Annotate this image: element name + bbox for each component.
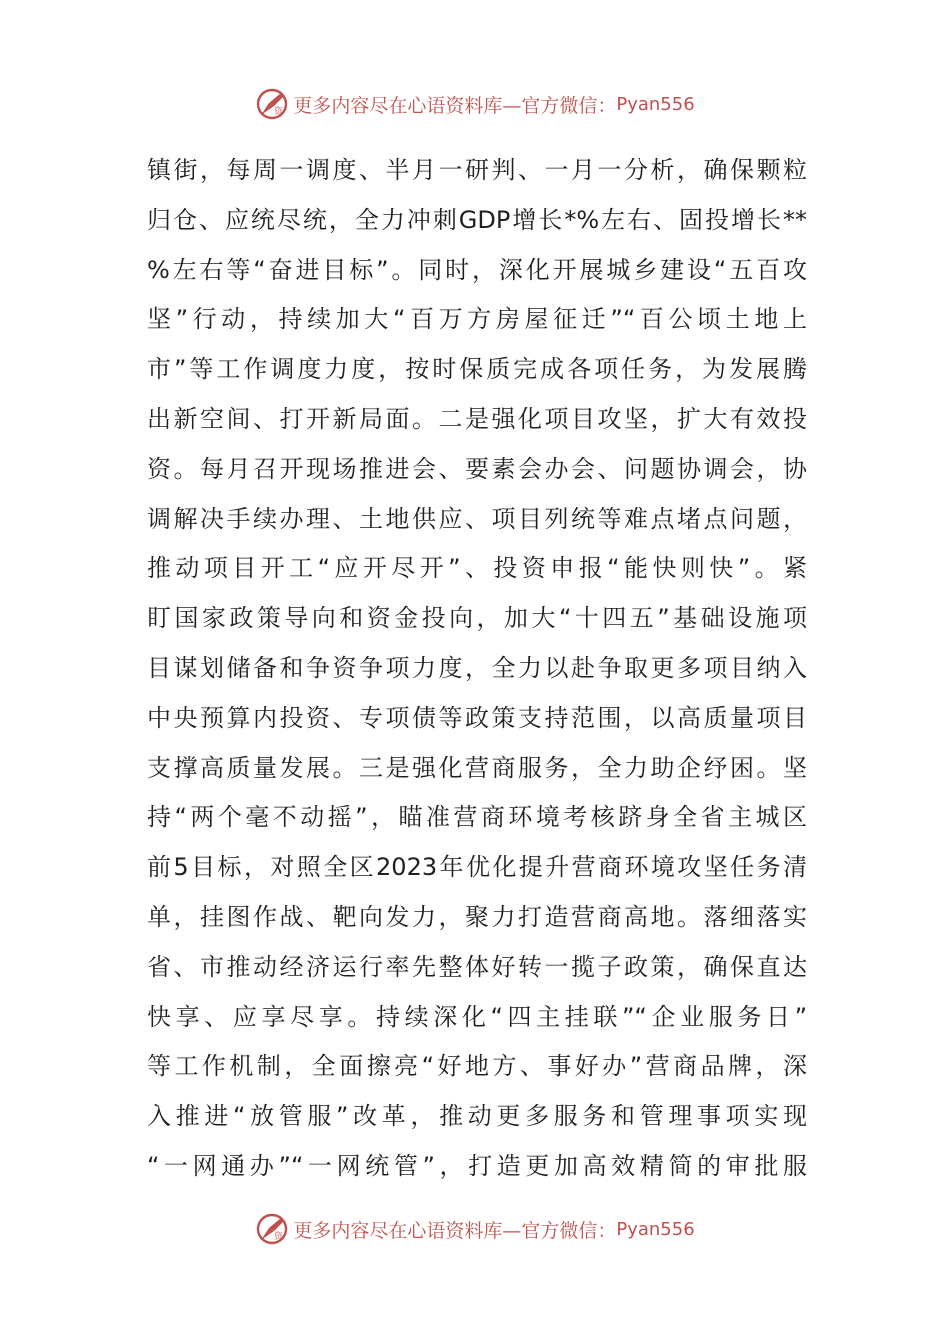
wechat-id: Pyan556 — [616, 93, 695, 115]
text-line: 中央预算内投资、专项债等政策支持范围，以高质量项目 — [147, 703, 807, 732]
text-line: 目谋划储备和争资争项力度，全力以赴争取更多项目纳入 — [147, 653, 807, 682]
header-banner — [0, 86, 950, 122]
text-line: 市”等工作调度力度，按时保质完成各项任务，为发展腾 — [147, 355, 807, 384]
text-line: 单，挂图作战、靶向发力，聚力打造营商高地。落细落实 — [147, 902, 807, 931]
text-line: 盯国家政策导向和资金投向，加大“十四五”基础设施项 — [147, 604, 807, 633]
text-line: 快享、应享尽享。持续深化“四主挂联”“企业服务日” — [147, 1002, 807, 1031]
document-body — [147, 146, 807, 1192]
text-line: 等工作机制，全面擦亮“好地方、事好办”营商品牌，深 — [147, 1052, 807, 1081]
text-line: 资。每月召开现场推进会、要素会办会、问题协调会，协 — [147, 454, 807, 483]
text-line: 持“两个毫不动摇”，瞄准营商环境考核跻身全省主城区 — [147, 803, 807, 832]
logo-icon — [255, 1212, 289, 1246]
svg-text:资: 资 — [274, 1232, 284, 1242]
footer-banner — [0, 1211, 950, 1247]
text-line: 入推进“放管服”改革，推动更多服务和管理事项实现 — [147, 1102, 807, 1131]
text-line: 前5目标，对照全区2023年优化提升营商环境攻坚任务清 — [147, 853, 807, 882]
banner-text: 更多内容尽在心语资料库—官方微信： — [293, 94, 617, 117]
text-line: %左右等“奋进目标”。同时，深化开展城乡建设“五百攻 — [147, 255, 807, 284]
text-line: 推动项目开工“应开尽开”、投资申报“能快则快”。紧 — [147, 554, 807, 583]
text-line: 出新空间、打开新局面。二是强化项目攻坚，扩大有效投 — [147, 404, 807, 433]
text-line: 支撑高质量发展。三是强化营商服务，全力助企纾困。坚 — [147, 753, 807, 782]
text-line: 坚”行动，持续加大“百万方房屋征迁”“百公顷土地上 — [147, 305, 807, 334]
logo-icon — [255, 87, 289, 121]
text-line: 省、市推动经济运行率先整体好转一揽子政策，确保直达 — [147, 952, 807, 981]
text-line: 归仓、应统尽统，全力冲刺GDP增长*%左右、固投增长** — [147, 205, 807, 234]
text-line: “一网通办”“一网统管”，打造更加高效精简的审批服 — [147, 1151, 807, 1180]
banner-text: 更多内容尽在心语资料库—官方微信： — [293, 1219, 617, 1242]
text-line: 镇街，每周一调度、半月一研判、一月一分析，确保颗粒 — [147, 156, 807, 184]
text-line: 调解决手续办理、土地供应、项目列统等难点堵点问题， — [147, 504, 807, 533]
wechat-id: Pyan556 — [616, 1218, 695, 1240]
svg-text:资: 资 — [274, 107, 284, 117]
